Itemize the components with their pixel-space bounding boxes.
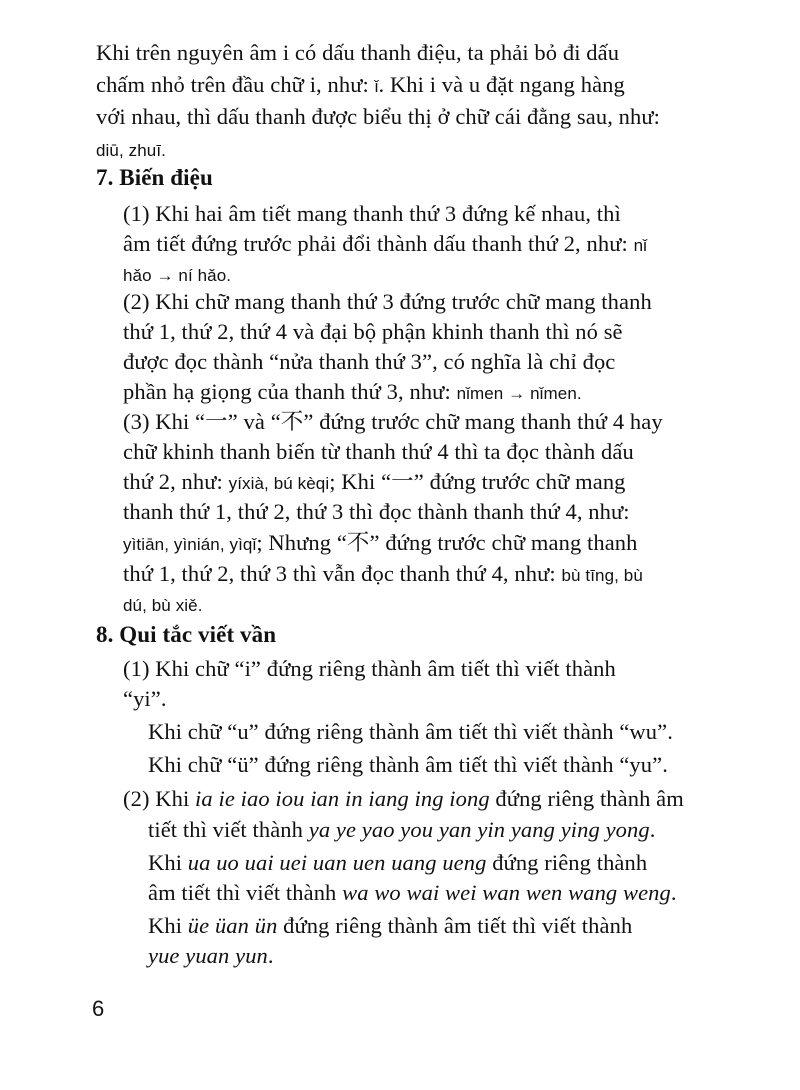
s7-p3-line-7 (123, 589, 203, 621)
text: (2) Khi (123, 786, 196, 811)
italic-text: ia ie iao iou ian in iang ing iong (195, 786, 490, 811)
text: được đọc thành “nửa thanh thứ 3”, có nghĩa là chỉ đọc (123, 349, 616, 374)
text: tiết thì viết thành (148, 817, 309, 842)
s7-p3-line-3 (123, 467, 626, 499)
pinyin-text: diū, zhuī. (96, 141, 166, 160)
italic-text: üe üan ün (187, 913, 278, 938)
text: . (649, 817, 656, 842)
text: Khi chữ “u” đứng riêng thành âm tiết thì viết thành “wu”. (148, 719, 673, 744)
text: thứ 2, như: (123, 469, 229, 494)
text: âm tiết thì viết thành (148, 880, 343, 905)
intro-line-3 (96, 102, 660, 132)
pinyin-text: dú, bù xiě. (123, 596, 203, 615)
s8-p2-line-3 (148, 848, 647, 878)
page-number: 6 (92, 996, 105, 1021)
s8-p1-line-2 (123, 684, 167, 714)
text: đứng riêng thành (486, 850, 648, 875)
text: . (267, 943, 274, 968)
text: thứ 1, thứ 2, thứ 3 thì vẫn đọc thanh thứ 4, như: (123, 561, 562, 586)
section-8-heading: 8. Qui tắc viết vần (96, 622, 277, 647)
s8-p2-line-4 (148, 878, 677, 908)
s8-p2-line-2 (148, 815, 655, 845)
text: với nhau, thì dấu thanh được biểu thị ở chữ cái đằng sau, như: (96, 104, 660, 129)
s8-p2-line-1 (123, 784, 684, 814)
s8-p1-line-1 (123, 654, 616, 684)
pinyin-text: nǐ (633, 236, 648, 255)
pinyin-text: nǐmen → nǐmen. (456, 384, 582, 403)
intro-line-2 (96, 70, 625, 102)
text: chữ khinh thanh biến từ thanh thứ 4 thì ta đọc thành dấu (123, 439, 634, 464)
s7-p1-line-1 (123, 199, 621, 229)
pinyin-text: ǐ (374, 77, 379, 96)
pinyin-text: hǎo → ní hǎo. (123, 266, 232, 285)
s7-p3-line-5 (123, 528, 638, 560)
s7-p3-line-1 (123, 407, 663, 437)
text: phần hạ giọng của thanh thứ 3, như: (123, 379, 457, 404)
pinyin-text: yìtiān, yìnián, yìqǐ (123, 535, 257, 554)
text: thanh thứ 1, thứ 2, thứ 3 thì đọc thành thanh thứ 4, như: (123, 499, 630, 524)
s7-p2-line-1 (123, 287, 652, 317)
italic-text: ua uo uai uei uan uen uang ueng (187, 850, 487, 875)
text: thứ 1, thứ 2, thứ 4 và đại bộ phận khinh thanh thì nó sẽ (123, 319, 623, 344)
text: ; Khi “一” đứng trước chữ mang (329, 469, 626, 494)
text: “yi”. (123, 686, 167, 711)
s7-p2-line-3 (123, 347, 615, 377)
pinyin-text: yíxià, bú kèqi (228, 474, 330, 493)
section-7-heading: 7. Biến điệu (96, 165, 213, 190)
text: Khi chữ “ü” đứng riêng thành âm tiết thì viết thành “yu”. (148, 752, 668, 777)
text: (3) Khi “一” và “不” đứng trước chữ mang thanh thứ 4 hay (123, 409, 663, 434)
pinyin-text: bù tīng, bù (561, 566, 643, 585)
s7-p2-line-2 (123, 317, 623, 347)
text: đứng riêng thành âm (489, 786, 684, 811)
s8-p1-line-3 (148, 717, 673, 747)
text: âm tiết đứng trước phải đổi thành dấu thanh thứ 2, như: (123, 231, 634, 256)
text: (2) Khi chữ mang thanh thứ 3 đứng trước chữ mang thanh (123, 289, 652, 314)
text: . (670, 880, 677, 905)
intro-line-4 (96, 134, 166, 166)
italic-text: ya ye yao you yan yin yang ying yong (308, 817, 650, 842)
text: (1) Khi chữ “i” đứng riêng thành âm tiết thì viết thành (123, 656, 616, 681)
text: Khi trên nguyên âm i có dấu thanh điệu, ta phải bỏ đi dấu (96, 40, 620, 65)
s7-p3-line-4 (123, 497, 630, 527)
text: Khi (148, 913, 188, 938)
text: chấm nhỏ trên đầu chữ i, như: (96, 72, 375, 97)
intro-line-1 (96, 38, 619, 68)
text: . Khi i và u đặt ngang hàng (378, 72, 625, 97)
italic-text: yue yuan yun (148, 943, 268, 968)
text: Khi (148, 850, 188, 875)
s7-p2-line-4 (123, 377, 582, 409)
italic-text: wa wo wai wei wan wen wang weng (342, 880, 671, 905)
s8-p2-line-6 (148, 941, 274, 971)
s7-p3-line-6 (123, 559, 643, 591)
text: ; Nhưng “不” đứng trước chữ mang thanh (256, 530, 638, 555)
s8-p2-line-5 (148, 911, 632, 941)
text: (1) Khi hai âm tiết mang thanh thứ 3 đứng kế nhau, thì (123, 201, 621, 226)
text: đứng riêng thành âm tiết thì viết thành (277, 913, 633, 938)
s7-p3-line-2 (123, 437, 634, 467)
s7-p1-line-2 (123, 229, 647, 261)
s8-p1-line-4 (148, 750, 668, 780)
